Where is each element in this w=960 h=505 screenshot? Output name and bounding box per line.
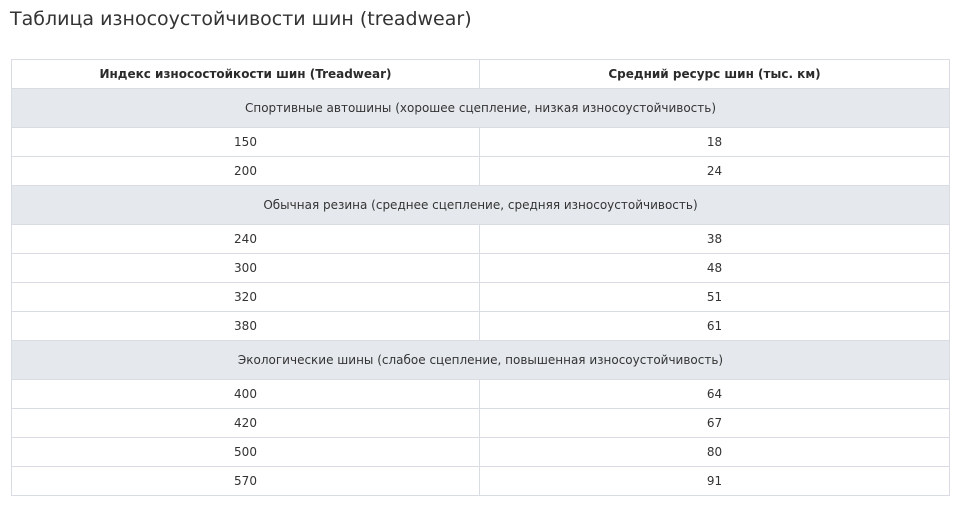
header-treadwear-index: Индекс износостойкости шин (Treadwear) — [12, 60, 480, 89]
group-label: Спортивные автошины (хорошее сцепление, низкая износоустойчивость) — [12, 89, 950, 128]
treadwear-index-cell: 380 — [12, 312, 480, 341]
table-row — [12, 225, 950, 254]
resource-cell: 51 — [480, 283, 950, 312]
group-row-regular — [12, 186, 950, 225]
page-title: Таблица износоустойчивости шин (treadwear) — [10, 8, 472, 30]
resource-cell: 67 — [480, 409, 950, 438]
treadwear-index-cell: 200 — [12, 157, 480, 186]
resource-cell: 80 — [480, 438, 950, 467]
resource-cell: 61 — [480, 312, 950, 341]
table-row — [12, 438, 950, 467]
table-row — [12, 283, 950, 312]
treadwear-index-cell: 420 — [12, 409, 480, 438]
treadwear-index-cell: 400 — [12, 380, 480, 409]
table-row — [12, 157, 950, 186]
group-row-sport — [12, 89, 950, 128]
table-row — [12, 254, 950, 283]
table-header-row — [12, 60, 950, 89]
treadwear-index-cell: 150 — [12, 128, 480, 157]
table-row — [12, 380, 950, 409]
group-row-eco — [12, 341, 950, 380]
treadwear-index-cell: 240 — [12, 225, 480, 254]
table-row — [12, 409, 950, 438]
table-row — [12, 312, 950, 341]
group-label: Экологические шины (слабое сцепление, повышенная износоустойчивость) — [12, 341, 950, 380]
resource-cell: 24 — [480, 157, 950, 186]
treadwear-table — [11, 59, 950, 496]
treadwear-index-cell: 320 — [12, 283, 480, 312]
table-row — [12, 128, 950, 157]
header-average-resource: Средний ресурс шин (тыс. км) — [480, 60, 950, 89]
treadwear-index-cell: 570 — [12, 467, 480, 496]
resource-cell: 18 — [480, 128, 950, 157]
table-row — [12, 467, 950, 496]
resource-cell: 38 — [480, 225, 950, 254]
treadwear-index-cell: 300 — [12, 254, 480, 283]
treadwear-index-cell: 500 — [12, 438, 480, 467]
group-label: Обычная резина (среднее сцепление, средняя износоустойчивость) — [12, 186, 950, 225]
resource-cell: 64 — [480, 380, 950, 409]
resource-cell: 91 — [480, 467, 950, 496]
resource-cell: 48 — [480, 254, 950, 283]
